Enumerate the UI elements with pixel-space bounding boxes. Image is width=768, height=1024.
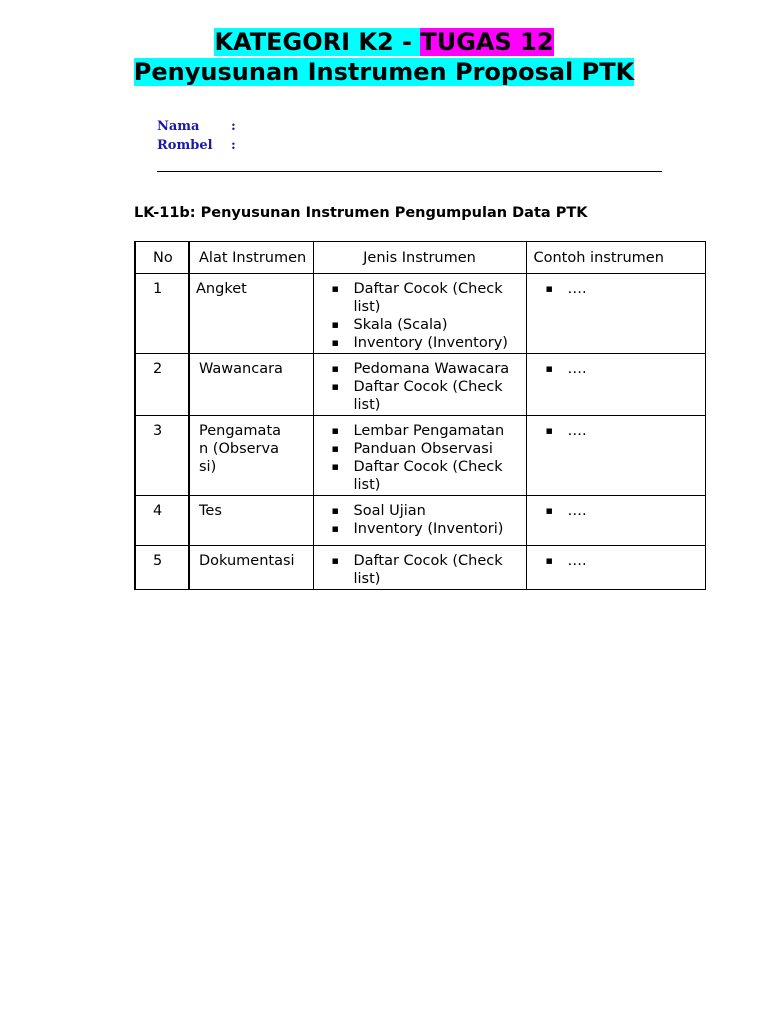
list-item: ▪ ….	[545, 503, 587, 519]
table-row	[135, 546, 706, 590]
nama-colon: :	[231, 119, 236, 134]
row-alat: Dokumentasi	[189, 546, 313, 590]
table-header-row	[135, 242, 706, 274]
list-item: ▪ Skala (Scala)	[331, 317, 448, 333]
rombel-field	[157, 137, 236, 155]
page-title	[0, 27, 768, 57]
bullet-icon: ▪	[331, 362, 339, 375]
row-alat: Angket	[189, 274, 313, 354]
header-alat: Alat Instrumen	[189, 242, 313, 274]
bullet-icon: ▪	[545, 504, 553, 517]
divider-line	[157, 171, 662, 172]
list-item: ▪ Pedomana Wawacara	[331, 361, 510, 377]
row-contoh	[526, 354, 706, 416]
bullet-icon: ▪	[331, 318, 339, 331]
bullet-icon: ▪	[331, 554, 339, 567]
row-no: 1	[135, 274, 189, 354]
bullet-icon: ▪	[545, 554, 553, 567]
row-no: 5	[135, 546, 189, 590]
page-subtitle	[0, 57, 768, 87]
title-kategori: KATEGORI K2 -	[214, 28, 421, 56]
section-title: LK-11b: Penyusunan Instrumen Pengumpulan Data PTK	[134, 205, 588, 221]
bullet-icon: ▪	[545, 282, 553, 295]
bullet-icon: ▪	[331, 504, 339, 517]
bullet-icon: ▪	[331, 522, 339, 535]
bullet-icon: ▪	[331, 380, 339, 393]
row-contoh	[526, 274, 706, 354]
bullet-icon: ▪	[331, 460, 339, 473]
list-item: ▪ Daftar Cocok (Check list)	[331, 281, 503, 315]
instrument-table	[134, 241, 706, 590]
bullet-icon: ▪	[331, 336, 339, 349]
row-jenis	[313, 546, 526, 590]
bullet-icon: ▪	[545, 362, 553, 375]
row-alat-text: Pengamatan (Observasi)	[199, 423, 282, 475]
row-contoh	[526, 416, 706, 496]
row-contoh	[526, 546, 706, 590]
row-no: 3	[135, 416, 189, 496]
list-item: ▪ Daftar Cocok (Check list)	[331, 553, 503, 587]
row-alat: Wawancara	[189, 354, 313, 416]
table-row	[135, 354, 706, 416]
row-alat	[189, 416, 313, 496]
row-no: 4	[135, 496, 189, 546]
bullet-icon: ▪	[545, 424, 553, 437]
header-contoh: Contoh instrumen	[526, 242, 706, 274]
bullet-icon: ▪	[331, 442, 339, 455]
table-row	[135, 496, 706, 546]
title-tugas: TUGAS 12	[420, 28, 554, 56]
list-item: ▪ Panduan Observasi	[331, 441, 493, 457]
nama-field	[157, 118, 236, 136]
list-item: ▪ Lembar Pengamatan	[331, 423, 505, 439]
row-no: 2	[135, 354, 189, 416]
row-jenis	[313, 354, 526, 416]
list-item: ▪ Inventory (Inventori)	[331, 521, 504, 537]
row-jenis	[313, 274, 526, 354]
subtitle-text: Penyusunan Instrumen Proposal PTK	[133, 58, 635, 86]
rombel-label: Rombel	[157, 138, 213, 153]
rombel-colon: :	[231, 138, 236, 153]
list-item: ▪ ….	[545, 553, 587, 569]
bullet-icon: ▪	[331, 424, 339, 437]
table-row	[135, 274, 706, 354]
list-item: ▪ ….	[545, 423, 587, 439]
header-jenis: Jenis Instrumen	[313, 242, 526, 274]
list-item: ▪ ….	[545, 281, 587, 297]
bullet-icon: ▪	[331, 282, 339, 295]
list-item: ▪ Daftar Cocok (Check list)	[331, 459, 503, 493]
nama-label: Nama	[157, 119, 200, 134]
row-jenis	[313, 496, 526, 546]
header-no: No	[135, 242, 189, 274]
list-item: ▪ Soal Ujian	[331, 503, 426, 519]
list-item: ▪ Daftar Cocok (Check list)	[331, 379, 503, 413]
table-row	[135, 416, 706, 496]
list-item: ▪ ….	[545, 361, 587, 377]
row-alat: Tes	[189, 496, 313, 546]
row-jenis	[313, 416, 526, 496]
list-item: ▪ Inventory (Inventory)	[331, 335, 508, 351]
row-contoh	[526, 496, 706, 546]
